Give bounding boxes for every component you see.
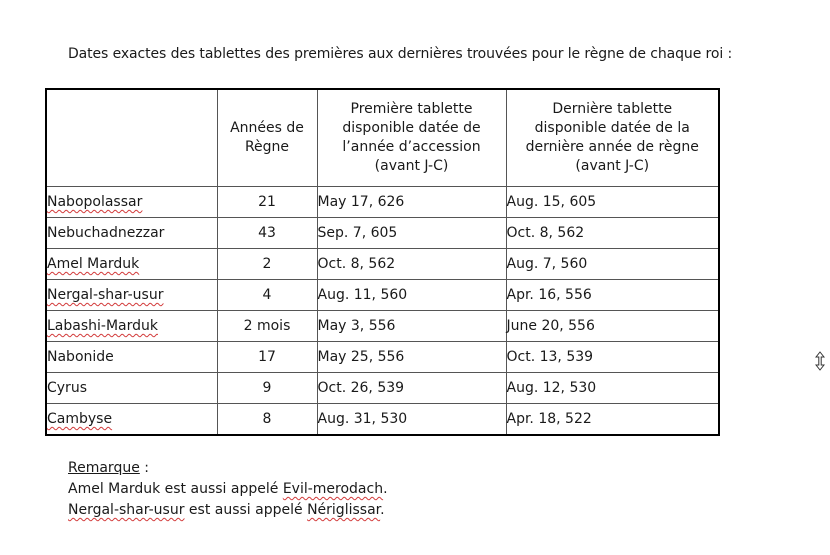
king-cell: [46, 218, 217, 249]
remark-alias-evil-merodach: Evil-merodach: [282, 481, 384, 497]
remark-title-suffix: :: [139, 460, 149, 476]
reign-dates-table: [45, 88, 720, 436]
header-last-tablet: Dernière tablette disponible datée de la dernière année de règne (avant J-C): [506, 89, 719, 187]
first-tablet-cell: Oct. 8, 562: [317, 249, 506, 280]
header-years: Années de Règne: [217, 89, 317, 187]
first-tablet-cell: Oct. 26, 539: [317, 373, 506, 404]
first-tablet-cell: May 3, 556: [317, 311, 506, 342]
remark-title: Remarque: [68, 460, 140, 476]
table-row: [46, 311, 719, 342]
remark-heading: [68, 458, 388, 479]
years-cell: 2 mois: [217, 311, 317, 342]
last-tablet-cell: Aug. 15, 605: [506, 187, 719, 218]
first-tablet-cell: Aug. 31, 530: [317, 404, 506, 436]
remark-name-nergal: Nergal-shar-usur: [68, 502, 185, 518]
table-row: [46, 373, 719, 404]
first-tablet-cell: May 25, 556: [317, 342, 506, 373]
header-king: [46, 89, 217, 187]
remark-line-1-after: .: [383, 481, 388, 497]
first-tablet-cell: Aug. 11, 560: [317, 280, 506, 311]
king-cell: [46, 311, 217, 342]
remark-line-2-middle: est aussi appelé: [184, 502, 308, 518]
last-tablet-cell: Apr. 16, 556: [506, 280, 719, 311]
first-tablet-cell: Sep. 7, 605: [317, 218, 506, 249]
king-name: Nebuchadnezzar: [47, 225, 165, 241]
table-row: [46, 404, 719, 436]
last-tablet-cell: Aug. 12, 530: [506, 373, 719, 404]
king-name: Nabonide: [47, 349, 114, 365]
table-row: [46, 187, 719, 218]
last-tablet-cell: Oct. 13, 539: [506, 342, 719, 373]
king-cell: [46, 404, 217, 436]
king-cell: [46, 373, 217, 404]
king-name: Cambyse: [47, 411, 113, 427]
intro-text: Dates exactes des tablettes des premières aux dernières trouvées pour le règne de chaque roi :: [68, 46, 733, 62]
last-tablet-cell: Oct. 8, 562: [506, 218, 719, 249]
king-cell: [46, 249, 217, 280]
first-tablet-cell: May 17, 626: [317, 187, 506, 218]
table-row: [46, 218, 719, 249]
years-cell: 9: [217, 373, 317, 404]
years-cell: 4: [217, 280, 317, 311]
header-first-tablet: Première tablette disponible datée de l’année d’accession (avant J-C): [317, 89, 506, 187]
table-row: [46, 280, 719, 311]
resize-vertical-cursor-icon: [815, 351, 825, 371]
king-cell: [46, 342, 217, 373]
king-name: Labashi-Marduk: [47, 318, 158, 334]
table-row: [46, 249, 719, 280]
years-cell: 8: [217, 404, 317, 436]
last-tablet-cell: Aug. 7, 560: [506, 249, 719, 280]
years-cell: 2: [217, 249, 317, 280]
remark-line-2: [68, 500, 388, 521]
king-name: Amel Marduk: [47, 256, 140, 272]
remark-alias-neriglissar: Nériglissar: [307, 502, 381, 518]
remark-line-1-before: Amel Marduk est aussi appelé: [68, 481, 283, 497]
king-cell: [46, 187, 217, 218]
king-name: Cyrus: [47, 380, 87, 396]
table-row: [46, 342, 719, 373]
years-cell: 17: [217, 342, 317, 373]
remark-section: [68, 458, 388, 521]
years-cell: 21: [217, 187, 317, 218]
table-header-row: [46, 89, 719, 187]
last-tablet-cell: Apr. 18, 522: [506, 404, 719, 436]
king-name: Nergal-shar-usur: [47, 287, 164, 303]
king-name: Nabopolassar: [47, 194, 143, 210]
remark-line-2-after: .: [380, 502, 385, 518]
last-tablet-cell: June 20, 556: [506, 311, 719, 342]
king-cell: [46, 280, 217, 311]
remark-line-1: [68, 479, 388, 500]
years-cell: 43: [217, 218, 317, 249]
